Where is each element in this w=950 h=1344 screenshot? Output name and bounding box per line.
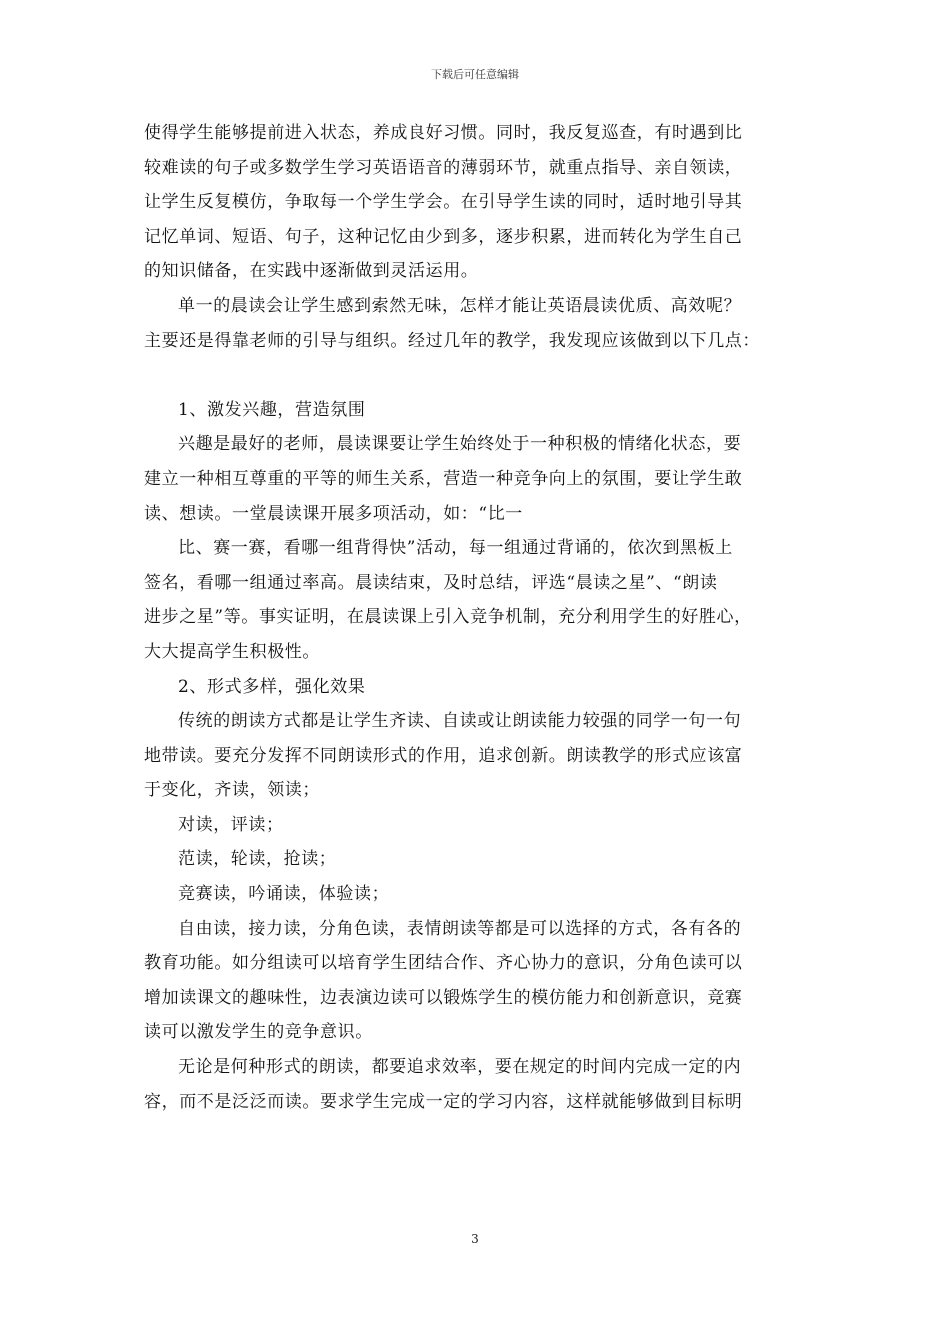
body-line: 兴趣是最好的老师，晨读课要让学生始终处于一种积极的情绪化状态，要 (178, 434, 742, 455)
body-line: 对读，评读； (178, 814, 284, 835)
section-heading: 2、形式多样，强化效果 (178, 676, 366, 697)
body-line: 进步之星”等。事实证明，在晨读课上引入竞争机制，充分利用学生的好胜心， (144, 607, 752, 628)
body-line: 读、想读。一堂晨读课开展多项活动，如：“比一 (144, 503, 523, 524)
body-line: 容，而不是泛泛而读。要求学生完成一定的学习内容，这样就能够做到目标明 (144, 1091, 743, 1112)
body-line: 使得学生能够提前进入状态，养成良好习惯。同时，我反复巡查，有时遇到比 (144, 123, 743, 143)
body-line: 增加读课文的趣味性，边表演边读可以锻炼学生的模仿能力和创新意识，竞赛 (144, 987, 743, 1008)
body-line: 建立一种相互尊重的平等的师生关系，营造一种竞争向上的氛围，要让学生敢 (144, 468, 743, 489)
body-line: 较难读的句子或多数学生学习英语语音的薄弱环节，就重点指导、亲自领读， (144, 157, 743, 178)
page-header: 下载后可任意编辑 (431, 68, 519, 81)
body-line: 读可以激发学生的竞争意识。 (144, 1022, 373, 1043)
paragraph-gap (144, 358, 808, 393)
document-body (144, 116, 808, 1119)
body-line: 大大提高学生积极性。 (144, 641, 320, 662)
body-line: 无论是何种形式的朗读，都要追求效率，要在规定的时间内完成一定的内 (178, 1057, 742, 1078)
body-line: 自由读，接力读，分角色读，表情朗读等都是可以选择的方式，各有各的 (178, 918, 742, 939)
body-line: 比、赛一赛，看哪一组背得快”活动，每一组通过背诵的，依次到黑板上 (178, 538, 733, 559)
body-line: 教育功能。如分组读可以培育学生团结合作、齐心协力的意识，分角色读可以 (144, 953, 743, 974)
body-line: 竞赛读，吟诵读，体验读； (178, 884, 390, 905)
body-line: 传统的朗读方式都是让学生齐读、自读或让朗读能力较强的同学一句一句 (178, 711, 742, 732)
body-line: 的知识储备，在实践中逐渐做到灵活运用。 (144, 261, 479, 282)
section-heading: 1、激发兴趣，营造氛围 (178, 399, 366, 420)
body-line: 主要还是得靠老师的引导与组织。经过几年的教学，我发现应该做到以下几点： (144, 330, 760, 351)
page-number: 3 (471, 1232, 479, 1246)
body-line: 签名，看哪一组通过率高。晨读结束，及时总结，评选“晨读之星”、“朗读 (144, 572, 718, 593)
body-line: 于变化，齐读，领读； (144, 780, 320, 801)
body-line: 让学生反复模仿，争取每一个学生学会。在引导学生读的同时，适时地引导其 (144, 192, 743, 213)
body-line: 地带读。要充分发挥不同朗读形式的作用，追求创新。朗读教学的形式应该富 (144, 745, 743, 766)
body-line: 范读，轮读，抢读； (178, 849, 337, 870)
body-line: 记忆单词、短语、句子，这种记忆由少到多，逐步积累，进而转化为学生自己 (144, 226, 743, 247)
body-line: 单一的晨读会让学生感到索然无味，怎样才能让英语晨读优质、高效呢？ (178, 295, 742, 316)
